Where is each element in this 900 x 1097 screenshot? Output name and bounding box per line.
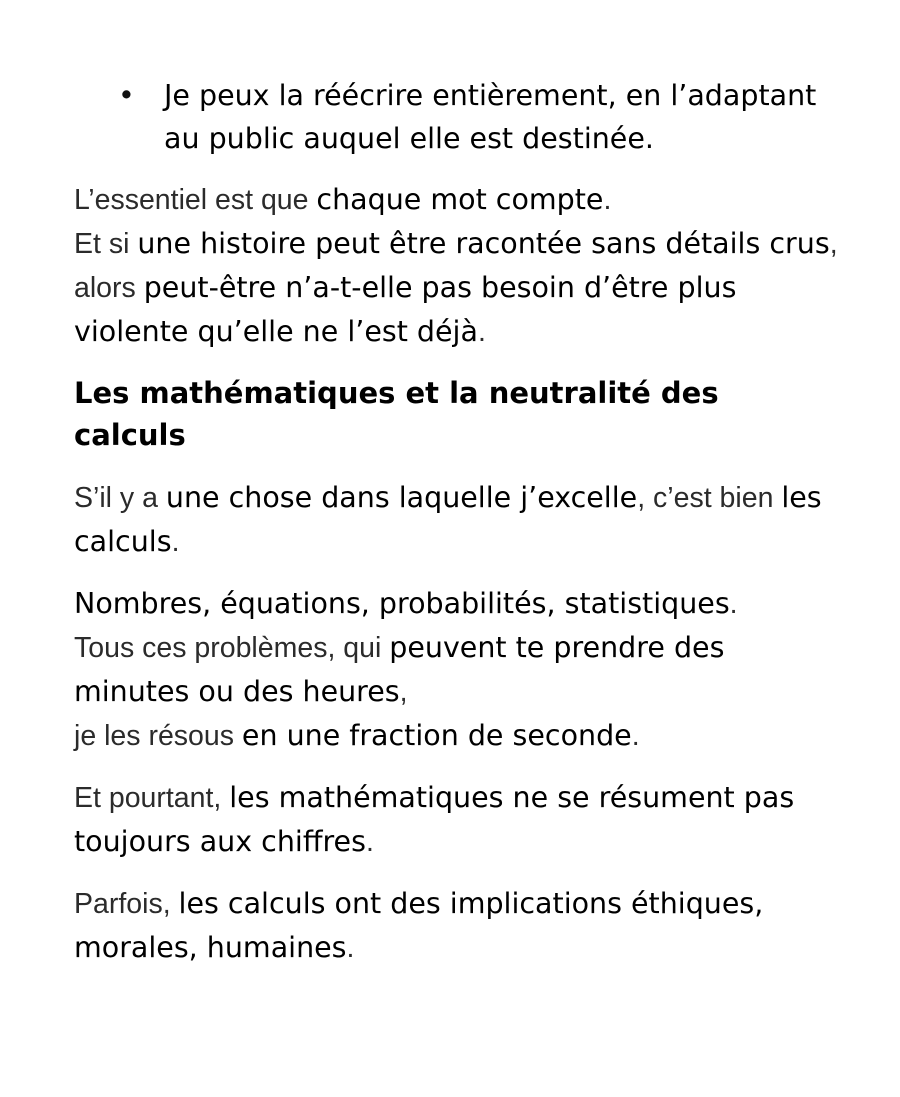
paragraph-pourtant: [74, 776, 844, 864]
text-run: .: [365, 826, 374, 858]
emphasis-run: les calculs ont des implications éthiques,: [178, 887, 764, 920]
text-run: .: [603, 184, 612, 216]
text-run: L’essentiel est que: [74, 184, 317, 216]
bullet-icon: •: [118, 79, 135, 112]
emphasis-run: peuvent te prendre des: [389, 631, 725, 664]
emphasis-run: une chose dans laquelle j’excelle: [165, 481, 638, 514]
emphasis-run: en une fraction de seconde: [241, 719, 632, 752]
text-run: .: [346, 932, 355, 964]
emphasis-run: calculs: [74, 525, 172, 558]
paragraph-line: [74, 670, 844, 714]
text-run: , c’est bien: [637, 482, 782, 514]
document-page: [74, 74, 844, 988]
text-run: ,: [399, 676, 408, 708]
heading-line-2: calculs: [74, 418, 186, 452]
paragraph-line: [74, 820, 844, 864]
paragraph-line: [74, 178, 844, 222]
paragraph-line: [74, 476, 844, 520]
paragraph-line: [74, 310, 844, 354]
paragraph-excelle: [74, 476, 844, 564]
emphasis-run: les mathématiques ne se résument pas: [229, 781, 795, 814]
emphasis-run: morales, humaines: [74, 931, 347, 964]
emphasis-run: les: [781, 481, 822, 514]
text-run: .: [171, 526, 180, 558]
paragraph-line: [74, 776, 844, 820]
text-run: Tous ces problèmes, qui: [74, 632, 390, 664]
emphasis-run: Nombres, équations, probabilités, statistiques: [74, 587, 730, 620]
text-run: S’il y a: [74, 482, 166, 514]
paragraph-line: [74, 926, 844, 970]
bullet-line-1: Je peux la réécrire entièrement, en l’adaptant: [164, 79, 817, 112]
emphasis-run: toujours aux chiffres: [74, 825, 366, 858]
list-item: [74, 74, 844, 160]
text-run: Parfois,: [74, 888, 179, 920]
emphasis-run: chaque mot compte: [316, 183, 604, 216]
emphasis-run: une histoire peut être racontée sans détails crus: [137, 227, 830, 260]
emphasis-run: minutes ou des heures: [74, 675, 400, 708]
paragraph-nombres: [74, 582, 844, 758]
text-run: alors: [74, 272, 144, 304]
bullet-line-2: au public auquel elle est destinée.: [164, 122, 654, 155]
emphasis-run: peut-être n’a-t-elle pas besoin d’être plus: [143, 271, 737, 304]
paragraph-essentiel: [74, 178, 844, 354]
text-run: je les résous: [74, 720, 242, 752]
paragraph-line: [74, 882, 844, 926]
paragraph-line: [74, 714, 844, 758]
heading-line-1: Les mathématiques et la neutralité des: [74, 376, 719, 410]
section-heading: [74, 372, 844, 456]
paragraph-line: [74, 266, 844, 310]
emphasis-run: violente qu’elle ne l’est déjà: [74, 315, 478, 348]
paragraph-line: [74, 626, 844, 670]
paragraph-parfois: [74, 882, 844, 970]
text-run: .: [631, 720, 640, 752]
text-run: Et si: [74, 228, 138, 260]
paragraph-line: [74, 582, 844, 626]
text-run: .: [477, 316, 486, 348]
text-run: ,: [829, 228, 838, 260]
text-run: .: [729, 588, 738, 620]
text-run: Et pourtant,: [74, 782, 230, 814]
paragraph-line: [74, 520, 844, 564]
bullet-list: [74, 74, 844, 160]
paragraph-line: [74, 222, 844, 266]
